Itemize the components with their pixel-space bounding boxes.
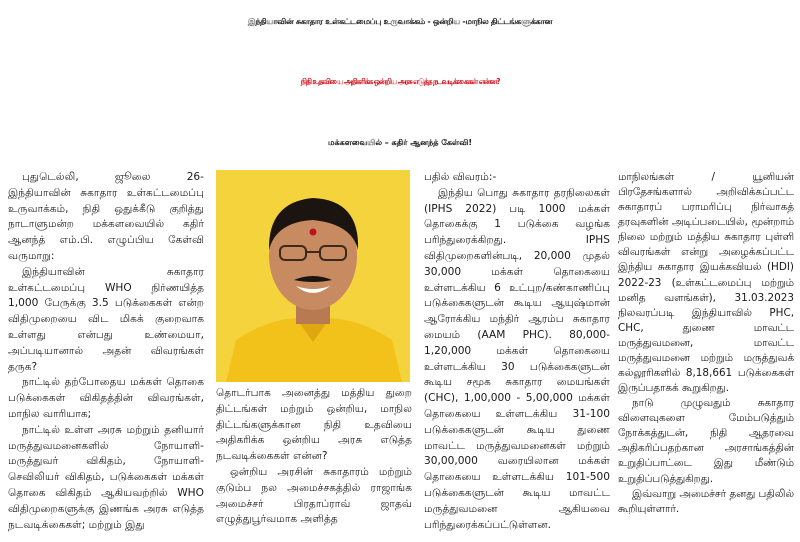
paragraph: இந்தியாவின் சுகாதார உள்கட்டமைப்பு WHO நிர்ணயித்த 1,000 பேருக்கு 3.5 படுக்கைகள் என்ற விதிமுறையை விட மிகக் குறைவாக உள்ளது என்பது உண்மையா, அப்படியானால் அதன் விவரங்கள் தருக? — [8, 265, 204, 373]
paragraph: இவ்வாறு அமைச்சர் தனது பதிலில் கூறியுள்ளார். — [618, 487, 795, 515]
portrait-photo — [216, 170, 410, 382]
paragraph: நாட்டில் உள்ள அரசு மற்றும் தனியார் மருத்துவமனைகளில் நோயாளி-மருத்துவர் விகிதம், நோயாளி-செவிலியர் விகிதம், படுக்கைகள் மக்கள் தொகை விகிதம் ஆகியவற்றில் WHO விதிமுறைகளுக்கு இணங்க அரசு எடுத்த நடவடிக்கைகள்; மற்றும் இது — [8, 423, 204, 531]
paragraph: நாடு முழுவதும் சுகாதார விளைவுகளை மேம்படுத்தும் நோக்கத்துடன், நிதி ஆதரவை அதிகரிப்பதற்கான அரசாங்கத்தின் உறுதிப்பாட்டை இது மீண்டும் உறுதிப்படுத்துகிறது. — [618, 397, 794, 485]
column-4 — [618, 170, 794, 517]
paragraph: தொடர்பாக அனைத்து மத்திய துறை திட்டங்கள் மற்றும் ஒன்றிய, மாநில திட்டங்களுக்கான நிதி உதவியை அதிகரிக்க ஒன்றிய அரசு எடுத்த நடவடிக்கைகள் என்ன? — [216, 387, 412, 463]
paragraph: நாட்டில் தற்போதைய மக்கள் தொகை படுக்கைகள் விகிதத்தின் விவரங்கள், மாநில வாரியாக; — [8, 376, 204, 420]
column-2-text — [216, 386, 412, 528]
headline: நிதி உதவியை அதிகரிக்க ஒன்றிய அரசு எடுத்த நடவடிக்கைகள் என்ன? — [300, 77, 500, 86]
paragraph: ஒன்றிய அரசின் சுகாதாரம் மற்றும் குடும்ப நல அமைச்சகத்தில் ராஜாங்க அமைச்சர் பிரதாப்ராவ் ஜாதவ் எழுத்துபூர்வமாக அளித்த — [216, 465, 412, 526]
column-3 — [424, 170, 610, 533]
column-1 — [8, 170, 204, 533]
paragraph: புதுடெல்லி, ஜூலை 26- இந்தியாவின் சுகாதார உள்கட்டமைப்பு உருவாக்கம், நிதி ஒதுக்கீடு குறித்து நாடாளுமன்ற மக்களவையில் கதிர் ஆனந்த் எம்.பி. எழுப்பிய கேள்வி வருமாறு: — [8, 171, 204, 262]
portrait-illustration — [216, 170, 410, 382]
subheadline: மக்களவையில் – கதிர் ஆனந்த் கேள்வி! — [328, 138, 472, 147]
paragraph: பதில் விவரம்:- — [424, 171, 497, 183]
kicker-line: இந்தியாவின் சுகாதார உள்கட்டமைப்பு உருவாக்கம் - ஒன்றிய -மாநில திட்டங்களுக்கான — [247, 17, 553, 26]
paragraph: மாநிலங்கள் / யூனியன் பிரதேசங்களால் அறிவிக்கப்பட்ட சுகாதாரப் பராமரிப்பு நிர்வாகத் தரவுகளின் அடிப்படையில், மூன்றாம் நிலை மற்றும் மத்திய சுகாதார புள்ளி விவரங்கள் என்று அழைக்கப்பட்ட இந்திய சுகாதார இயக்கவியல் (HDI) 2022-23 (உள்கட்டமைப்பு மற்றும் மனித வளங்கள்), 31.03.2023 நிலவரப்படி இந்தியாவில் PHC, CHC, துணை மாவட்ட மருத்துவமனை, மாவட்ட மருத்துவமனை மற்றும் மருத்துவக் கல்லூரிகளில் 8,18,661 படுக்கைகள் இருப்பதாகக் கூறுகிறது. — [618, 171, 794, 395]
paragraph: இந்திய பொது சுகாதார தரநிலைகள் (IPHS 2022) படி 1000 மக்கள் தொகைக்கு 1 படுக்கை வழங்க பரிந்துரைக்கிறது. IPHS விதிமுறைகளின்படி, 20,000 முதல் 30,000 மக்கள் தொகையை உள்ளடக்கிய 6 உட்புற/கண்காணிப்பு படுக்கைகளுடன் கூடிய ஆயுஷ்மான் ஆரோக்கிய மந்திர் ஆரம்ப சுகாதார மையம் (AAM PHC). 80,000-1,20,000 மக்கள் தொகையை உள்ளடக்கிய 30 படுக்கைகளுடன் கூடிய சமூக சுகாதார மையங்கள் (CHC), 1,00,000 - 5,00,000 மக்கள் தொகையை உள்ளடக்கிய 31-100 படுக்கைகளுடன் கூடிய துணை மாவட்ட மருத்துவமனைகள் மற்றும் 30,00,000 வரையிலான மக்கள் தொகையை உள்ளடக்கிய 101-500 படுக்கைகளுடன் கூடிய மாவட்ட மருத்துவமனை ஆகியவை பரிந்துரைக்கப்பட்டுள்ளன. — [424, 186, 610, 531]
